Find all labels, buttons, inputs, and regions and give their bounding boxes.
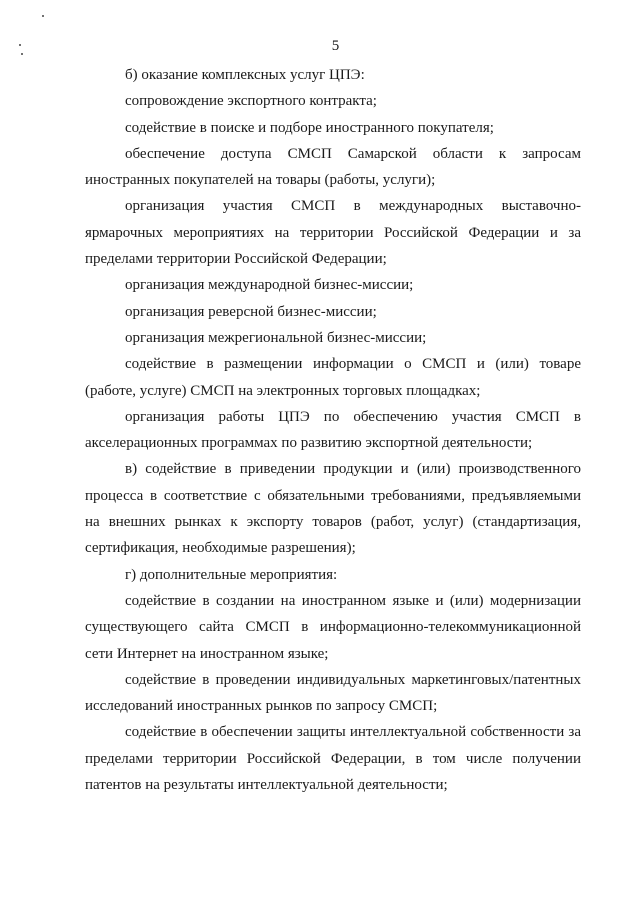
paragraph: организация межрегиональной бизнес-миссии; xyxy=(125,329,427,346)
paragraph: содействие в создании на иностранном языке и (или) модернизации существующего сайта СМСП в информационно-телекоммуникационной сети Интернет на иностранном языке; xyxy=(85,592,581,662)
paragraph-item-g: г) дополнительные мероприятия: xyxy=(125,566,338,583)
paragraph: организация работы ЦПЭ по обеспечению участия СМСП в акселерационных программах по развитию экспортной деятельности; xyxy=(85,408,581,452)
paragraph: сопровождение экспортного контракта; xyxy=(125,93,377,110)
paragraph: содействие в обеспечении защиты интеллектуальной собственности за пределами территории Российской Федерации, в том числе получении патентов на результаты интеллектуальной деятельности; xyxy=(85,724,581,794)
paragraph: содействие в размещении информации о СМСП и (или) товаре (работе, услуге) СМСП на электронных торговых площадках; xyxy=(85,356,581,399)
paragraph-item-v: в) содействие в приведении продукции и (или) производственного процесса в соответствие с обязательными требованиями, предъявляемыми на внешних рынках к экспорту товаров (работ, услуг) (стандартизация, сертификация, необходимые разрешения); xyxy=(85,461,581,557)
paragraph: организация участия СМСП в международных выставочно-ярмарочных мероприятиях на территории Российской Федерации и за пределами территории Российской Федерации; xyxy=(85,198,581,268)
paragraph: обеспечение доступа СМСП Самарской области к запросам иностранных покупателей на товары (работы, услуги); xyxy=(85,145,581,189)
paragraph-item-b: б) оказание комплексных услуг ЦПЭ: xyxy=(125,67,365,83)
paragraph: организация международной бизнес-миссии; xyxy=(125,277,414,294)
paragraph: содействие в проведении индивидуальных маркетинговых/патентных исследований иностранных рынков по запросу СМСП; xyxy=(85,671,581,715)
paragraph: содействие в поиске и подборе иностранного покупателя; xyxy=(125,119,494,136)
scan-speck xyxy=(42,15,44,17)
page-number: 5 xyxy=(331,38,340,54)
document-body xyxy=(85,62,581,798)
paragraph: организация реверсной бизнес-миссии; xyxy=(125,303,377,320)
